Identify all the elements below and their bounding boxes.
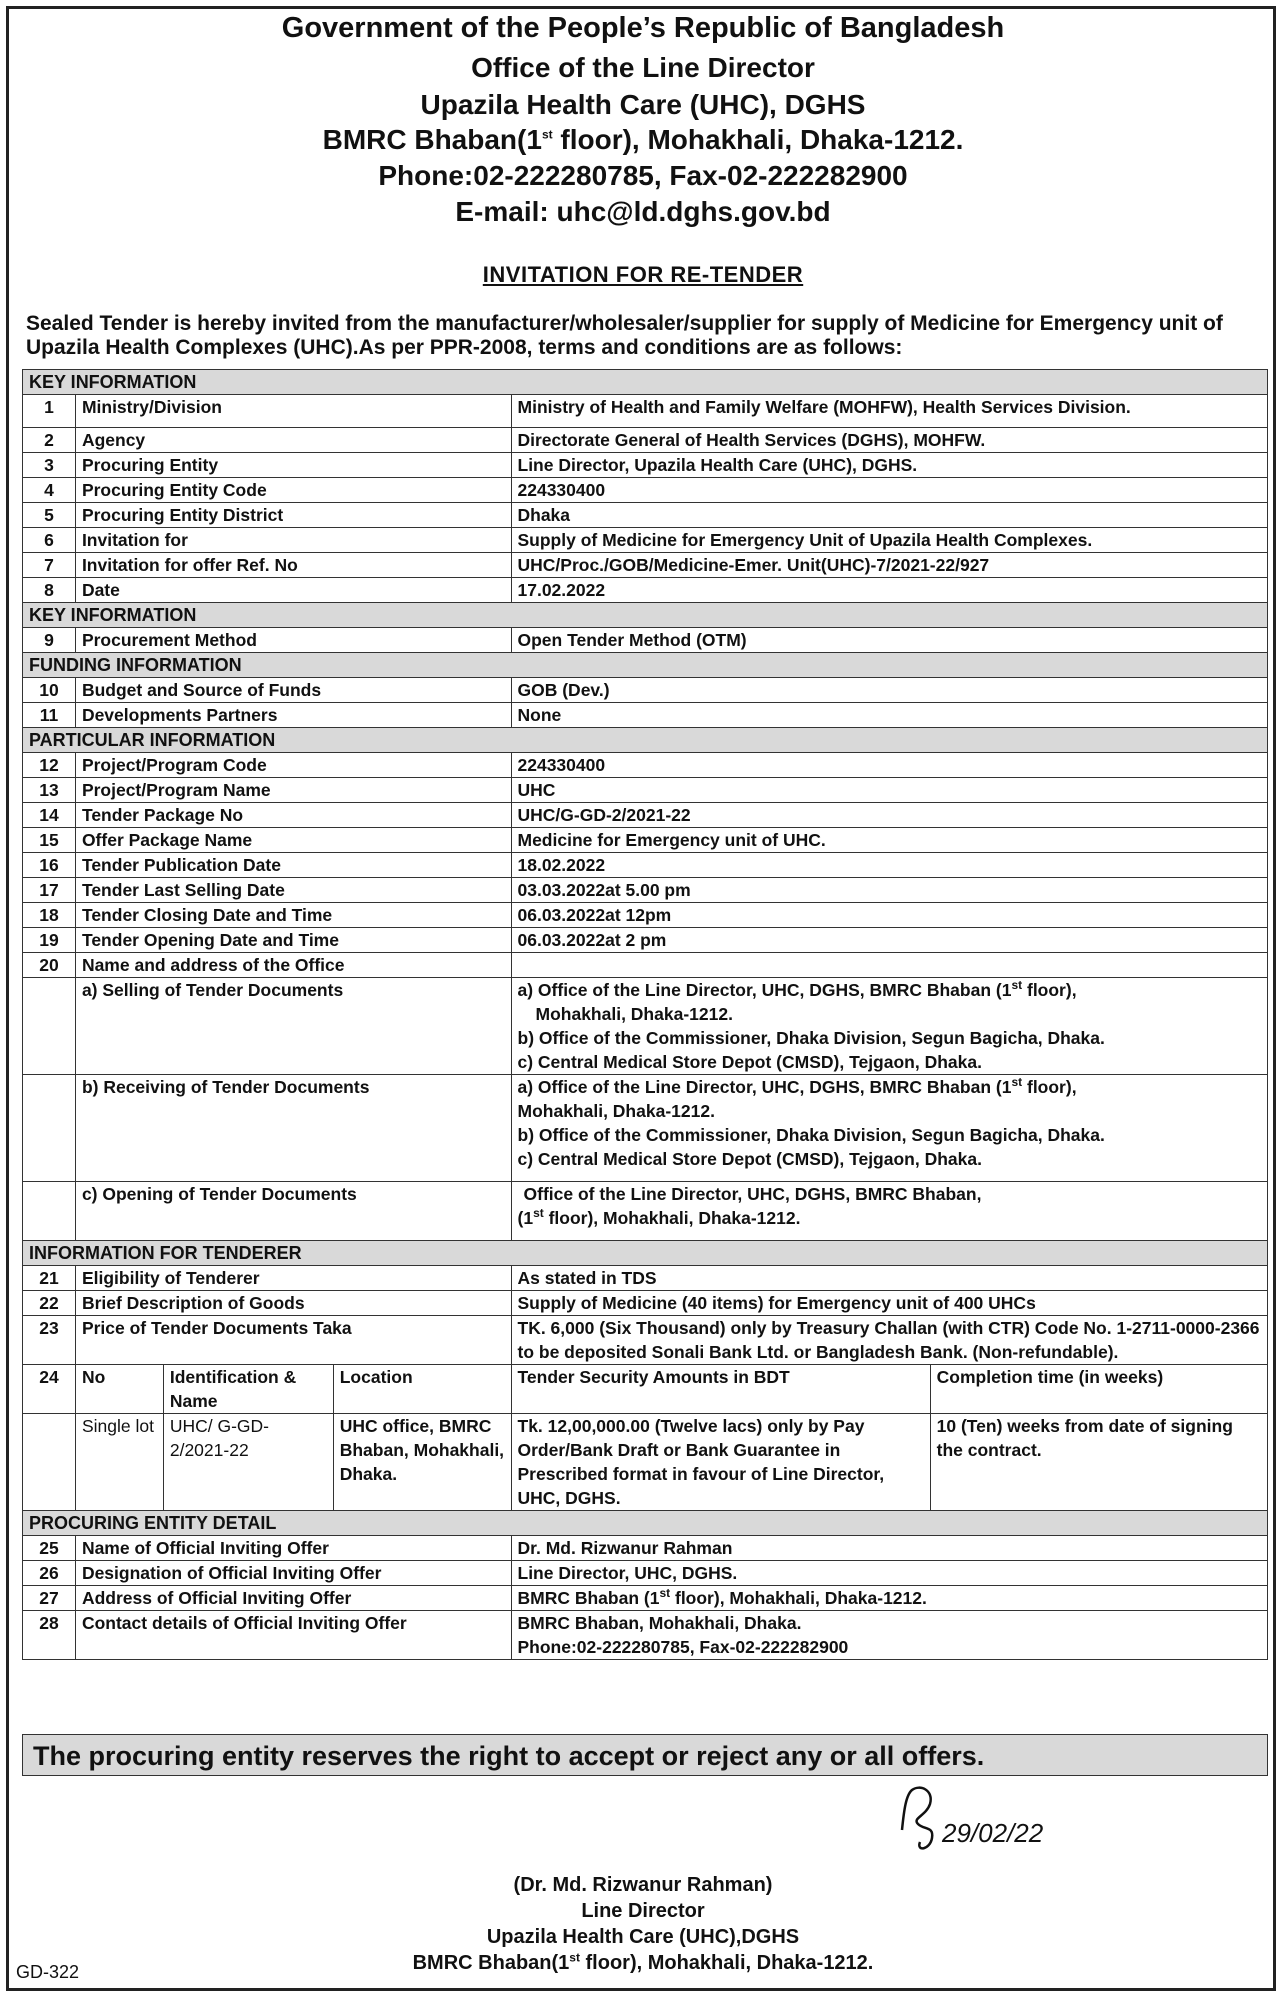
table-row: 28 Contact details of Official Inviting Offer BMRC Bhaban, Mohakhali, Dhaka. Phone:02-222280785, Fax-02-222282900 bbox=[23, 1611, 1268, 1660]
table-row: 2 Agency Directorate General of Health Services (DGHS), MOHFW. bbox=[23, 428, 1268, 453]
table-row: 24 No Identification & Name Location Tender Security Amounts in BDT Completion time (in weeks) bbox=[23, 1365, 1268, 1414]
footer-notice: The procuring entity reserves the right to accept or reject any or all offers. bbox=[22, 1734, 1268, 1776]
signature-mark bbox=[890, 1780, 1090, 1870]
table-row: 6 Invitation for Supply of Medicine for Emergency Unit of Upazila Health Complexes. bbox=[23, 528, 1268, 553]
table-row: 17 Tender Last Selling Date 03.03.2022at 5.00 pm bbox=[23, 878, 1268, 903]
table-row: 3 Procuring Entity Line Director, Upazila Health Care (UHC), DGHS. bbox=[23, 453, 1268, 478]
signatory-address: BMRC Bhaban(1st floor), Mohakhali, Dhaka-1212. bbox=[412, 1950, 874, 1974]
section-row: INFORMATION FOR TENDERER bbox=[23, 1241, 1268, 1266]
table-row: 15 Offer Package Name Medicine for Emergency unit of UHC. bbox=[23, 828, 1268, 853]
table-row: a) Selling of Tender Documents a) Office of the Line Director, UHC, DGHS, BMRC Bhaban (1st floor), Mohakhali, Dhaka-1212. b) Office of the Commissioner, Dhaka Division, Segun Bagicha, Dhaka. c) Central Medical Store Depot (CMSD), Tejgaon, Dhaka. bbox=[23, 978, 1268, 1075]
table-row: 26 Designation of Official Inviting Offer Line Director, UHC, DGHS. bbox=[23, 1561, 1268, 1586]
section-row: PARTICULAR INFORMATION bbox=[23, 728, 1268, 753]
signature-date: 29/02/22 bbox=[942, 1818, 1044, 1848]
document-code: GD-322 bbox=[16, 1962, 80, 1982]
intro-paragraph: Sealed Tender is hereby invited from the manufacturer/wholesaler/supplier for supply of Medicine for Emergency unit of Upazila Health Complexes (UHC).As per PPR-2008, terms and conditions are as follows: bbox=[26, 312, 1223, 359]
header-office: Office of the Line Director bbox=[471, 52, 815, 83]
table-row: 12 Project/Program Code 224330400 bbox=[23, 753, 1268, 778]
table-row: 23 Price of Tender Documents Taka TK. 6,000 (Six Thousand) only by Treasury Challan (with CTR) Code No. 1-2711-0000-2366 to be deposited Sonali Bank Ltd. or Bangladesh Bank. (Non-refundable). bbox=[23, 1316, 1268, 1365]
header-phone: Phone:02-222280785, Fax-02-222282900 bbox=[378, 160, 908, 191]
table-row: 19 Tender Opening Date and Time 06.03.2022at 2 pm bbox=[23, 928, 1268, 953]
table-row: 20 Name and address of the Office bbox=[23, 953, 1268, 978]
table-row: 16 Tender Publication Date 18.02.2022 bbox=[23, 853, 1268, 878]
signatory-designation: Line Director bbox=[581, 1900, 705, 1922]
office-address-opening: Office of the Line Director, UHC, DGHS, BMRC Bhaban, (1st floor), Mohakhali, Dhaka-1212. bbox=[511, 1182, 1268, 1241]
header-address: BMRC Bhaban(1st floor), Mohakhali, Dhaka-1212. bbox=[322, 124, 964, 155]
table-row: c) Opening of Tender Documents Office of the Line Director, UHC, DGHS, BMRC Bhaban, (1st floor), Mohakhali, Dhaka-1212. bbox=[23, 1182, 1268, 1241]
table-row: 13 Project/Program Name UHC bbox=[23, 778, 1268, 803]
table-row: 7 Invitation for offer Ref. No UHC/Proc./GOB/Medicine-Emer. Unit(UHC)-7/2021-22/927 bbox=[23, 553, 1268, 578]
table-row: 8 Date 17.02.2022 bbox=[23, 578, 1268, 603]
table-row: 11 Developments Partners None bbox=[23, 703, 1268, 728]
signatory-name: (Dr. Md. Rizwanur Rahman) bbox=[513, 1874, 773, 1896]
office-address-receiving: a) Office of the Line Director, UHC, DGHS, BMRC Bhaban (1st floor), Mohakhali, Dhaka-1212. b) Office of the Commissioner, Dhaka Division, Segun Bagicha, Dhaka. c) Central Medical Store Depot (CMSD), Tejgaon, Dhaka. bbox=[511, 1075, 1268, 1182]
office-address-selling: a) Office of the Line Director, UHC, DGHS, BMRC Bhaban (1st floor), Mohakhali, Dhaka-1212. b) Office of the Commissioner, Dhaka Division, Segun Bagicha, Dhaka. c) Central Medical Store Depot (CMSD), Tejgaon, Dhaka. bbox=[511, 978, 1268, 1075]
table-row: b) Receiving of Tender Documents a) Office of the Line Director, UHC, DGHS, BMRC Bhaban (1st floor), Mohakhali, Dhaka-1212. b) Office of the Commissioner, Dhaka Division, Segun Bagicha, Dhaka. c) Central Medical Store Depot (CMSD), Tejgaon, Dhaka. bbox=[23, 1075, 1268, 1182]
table-row: 22 Brief Description of Goods Supply of Medicine (40 items) for Emergency unit of 400 UHCs bbox=[23, 1291, 1268, 1316]
signatory-office: Upazila Health Care (UHC),DGHS bbox=[486, 1926, 800, 1948]
table-row: 21 Eligibility of Tenderer As stated in TDS bbox=[23, 1266, 1268, 1291]
table-row: 4 Procuring Entity Code 224330400 bbox=[23, 478, 1268, 503]
table-row: 10 Budget and Source of Funds GOB (Dev.) bbox=[23, 678, 1268, 703]
table-row: Single lot UHC/ G-GD-2/2021-22 UHC office, BMRC Bhaban, Mohakhali, Dhaka. Tk. 12,00,000.00 (Twelve lacs) only by Pay Order/Bank Draft or Bank Guarantee in Prescribed format in favour of Line Director, UHC, DGHS. 10 (Ten) weeks from date of signing the contract. bbox=[23, 1414, 1268, 1511]
table-row: 25 Name of Official Inviting Offer Dr. Md. Rizwanur Rahman bbox=[23, 1536, 1268, 1561]
table-row: 27 Address of Official Inviting Offer BMRC Bhaban (1st floor), Mohakhali, Dhaka-1212. bbox=[23, 1586, 1268, 1611]
table-row: 14 Tender Package No UHC/G-GD-2/2021-22 bbox=[23, 803, 1268, 828]
section-row: KEY INFORMATION bbox=[23, 370, 1268, 395]
section-row: PROCURING ENTITY DETAIL bbox=[23, 1511, 1268, 1536]
header-uhc: Upazila Health Care (UHC), DGHS bbox=[420, 89, 866, 120]
header-government: Government of the People’s Republic of Bangladesh bbox=[281, 12, 1005, 44]
section-row: FUNDING INFORMATION bbox=[23, 653, 1268, 678]
table-row: 18 Tender Closing Date and Time 06.03.2022at 12pm bbox=[23, 903, 1268, 928]
tender-table bbox=[22, 369, 1268, 1660]
table-row: 9 Procurement Method Open Tender Method (OTM) bbox=[23, 628, 1268, 653]
section-row: KEY INFORMATION bbox=[23, 603, 1268, 628]
document-title: INVITATION FOR RE-TENDER bbox=[482, 262, 804, 287]
header-email: E-mail: uhc@ld.dghs.gov.bd bbox=[455, 196, 831, 227]
table-row: 5 Procuring Entity District Dhaka bbox=[23, 503, 1268, 528]
table-row: 1 Ministry/Division Ministry of Health and Family Welfare (MOHFW), Health Services Division. bbox=[23, 395, 1268, 428]
